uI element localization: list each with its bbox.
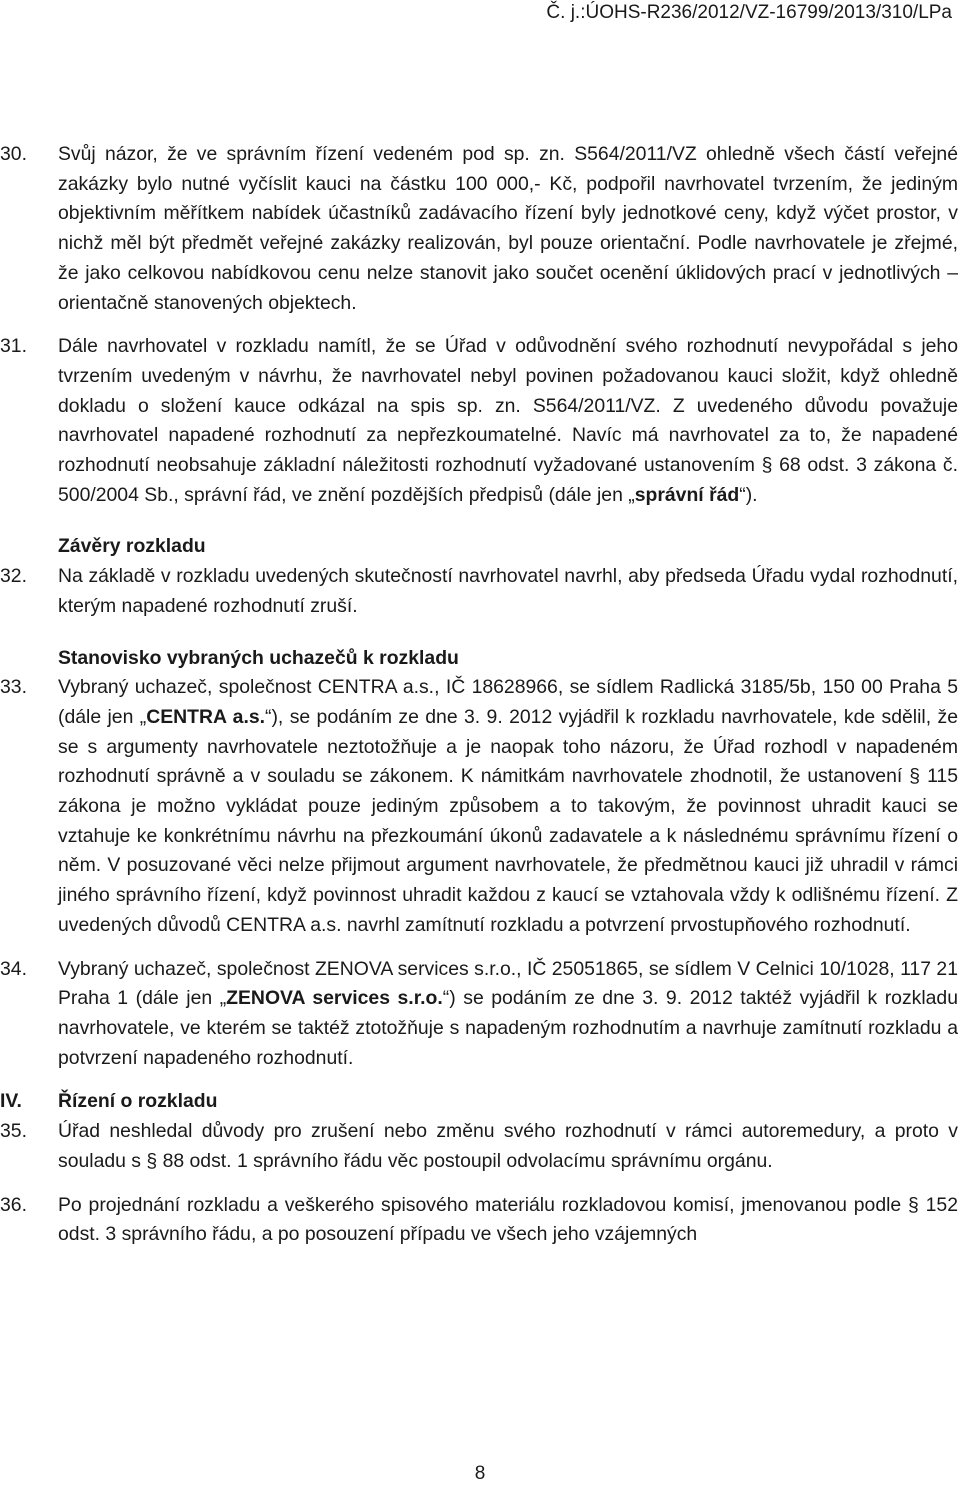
paragraph-number: 32. xyxy=(0,565,27,588)
paragraph-36 xyxy=(0,1191,960,1250)
paragraph-text-end: “), se podáním ze dne 3. 9. 2012 vyjádřil k rozkladu navrhovatele, kde sdělil, že se s argumenty navrhovatele neztotožňuje a je naopak toho názoru, že Úřad rozhodl v napadeném rozhodnutí správně a v souladu se zákonem. K námitkám navrhovatele zhodnotil, že ustanovení § 115 zákona je možno vykládat pouze jediným způsobem a to takovým, že povinnost uhradit kauci se vztahuje ke konkrétnímu návrhu na přezkoumání úkonů zadavatele a k následnému správnímu řízení o něm. V posuzované věci nelze přijmout argument navrhovatele, že předmětnou kauci již uhradil v rámci jiného správního řízení, když povinnost uhradit každou z kaucí se vztahovala vždy k odlišnému řízení. Z uvedených důvodů CENTRA a.s. navrhl zamítnutí rozkladu a potvrzení prvostupňového rozhodnutí. xyxy=(58,705,958,936)
paragraph-text-end: “) se podáním ze dne 3. 9. 2012 taktéž vyjádřil k rozkladu navrhovatele, ve kterém se taktéž ztotožňuje s napadeným rozhodnutím a navrhuje zamítnutí rozkladu a potvrzení napadeného rozhodnutí. xyxy=(58,987,958,1069)
paragraph-text: Po projednání rozkladu a veškerého spisového materiálu rozkladovou komisí, jmenovanou podle § 152 odst. 3 správního řádu, a po posouzení případu ve všech jeho vzájemných xyxy=(58,1193,958,1246)
defined-term: správní řád xyxy=(634,483,740,506)
paragraph-text-end: “). xyxy=(739,483,758,506)
paragraph-number: 35. xyxy=(0,1120,27,1143)
defined-term: ZENOVA services s.r.o. xyxy=(226,987,443,1010)
paragraph-text: Úřad neshledal důvody pro zrušení nebo změnu svého rozhodnutí v rámci autoremedury, a proto v souladu s § 88 odst. 1 správního řádu věc postoupil odvolacímu správnímu orgánu. xyxy=(58,1120,958,1172)
paragraph-text: Vybraný uchazeč, společnost CENTRA a.s., IČ 18628966, se sídlem Radlická 3185/5b, 150 00 Praha 5 (dále jen „ xyxy=(58,676,958,728)
paragraph-number: 30. xyxy=(0,143,27,165)
paragraph-text: Svůj názor, že ve správním řízení vedeném pod sp. zn. S564/2011/VZ ohledně všech částí veřejné zakázky bylo nutné vyčíslit kauci na částku 100 000,- Kč, podpořil navrhovatel tvrzením, že jediným objektivním měřítkem nabídek účastníků zadávacího řízení byly jednotkové ceny, když výčet prostor, v nichž měl být předmět veřejné zakázky realizován, byl pouze orientační. Podle navrhovatele je zřejmé, že jako celkovou nabídkovou cenu nelze stanovit jako součet ocenění úklidových prací v jednotlivých – orientačně stanovených objektech. xyxy=(58,143,958,314)
paragraph-34 xyxy=(0,955,960,1074)
paragraph-number: 31. xyxy=(0,335,27,358)
paragraph-35 xyxy=(0,1117,960,1176)
paragraph-text: Dále navrhovatel v rozkladu namítl, že se Úřad v odůvodnění svého rozhodnutí nevypořádal s jeho tvrzením uvedeným v návrhu, že navrhovatel nebyl povinen požadovanou kauci složit, když ohledně dokladu o složení kauce odkázal na spis sp. zn. S564/2011/VZ. Z uvedeného důvodu považuje navrhovatel napadené rozhodnutí za nepřezkoumatelné. Navíc má navrhovatel za to, že napadené rozhodnutí neobsahuje základní náležitosti rozhodnutí vyžadované ustanovením § 68 odst. 3 zákona č. 500/2004 Sb., správní řád, ve znění pozdějších předpisů (dále jen „ xyxy=(58,335,958,506)
subheading-zavery: Závěry rozkladu xyxy=(58,535,206,558)
defined-term: CENTRA a.s. xyxy=(146,705,266,728)
section-number: IV. xyxy=(0,1090,22,1113)
document-reference: Č. j.:ÚOHS-R236/2012/VZ-16799/2013/310/LPa xyxy=(546,2,952,23)
subheading-stanovisko: Stanovisko vybraných uchazečů k rozkladu xyxy=(58,646,459,669)
paragraph-31 xyxy=(0,332,960,510)
paragraph-number: 33. xyxy=(0,676,27,699)
paragraph-text: Vybraný uchazeč, společnost ZENOVA services s.r.o., IČ 25051865, se sídlem V Celnici 10/1028, 117 21 Praha 1 (dále jen „ xyxy=(58,957,958,1010)
paragraph-text: Na základě v rozkladu uvedených skutečností navrhovatel navrhl, aby předseda Úřadu vydal rozhodnutí, kterým napadené rozhodnutí zruší. xyxy=(58,565,958,617)
document-body xyxy=(0,140,960,1250)
paragraph-32 xyxy=(0,562,960,621)
section-title: Řízení o rozkladu xyxy=(58,1090,218,1113)
paragraph-30 xyxy=(0,140,960,318)
paragraph-number: 36. xyxy=(0,1193,27,1216)
paragraph-33 xyxy=(0,673,960,940)
section-heading-iv xyxy=(0,1087,960,1117)
paragraph-number: 34. xyxy=(0,957,27,980)
page-number: 8 xyxy=(474,1463,486,1484)
